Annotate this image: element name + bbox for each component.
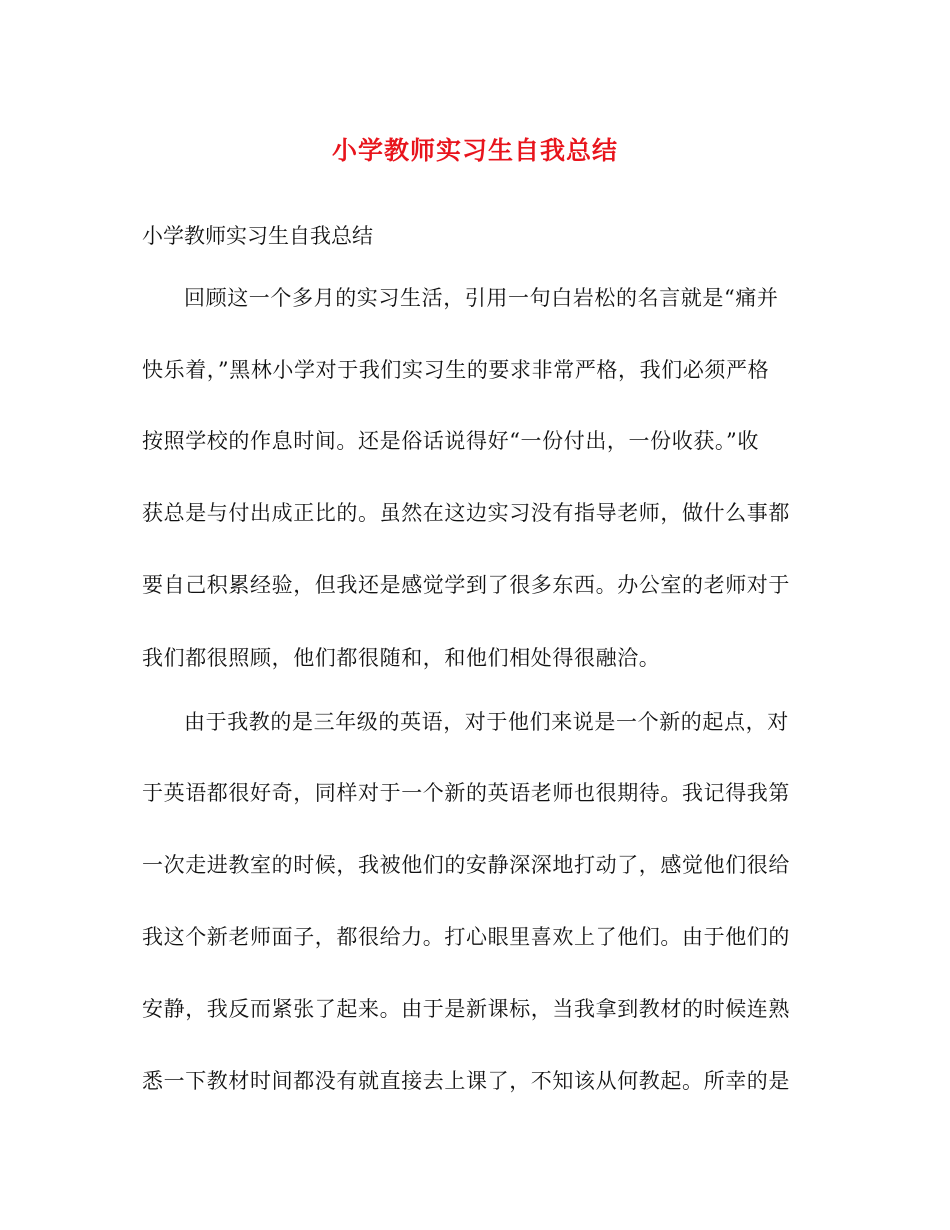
- paragraph-line: 要自己积累经验，但我还是感觉学到了很多东西。办公室的老师对于: [142, 573, 790, 597]
- paragraph-line: 于英语都很好奇，同样对于一个新的英语老师也很期待。我记得我第: [142, 781, 790, 805]
- paragraph-line: 快乐着，”黑林小学对于我们实习生的要求非常严格，我们必须严格: [142, 358, 770, 382]
- paragraph-line: 由于我教的是三年级的英语，对于他们来说是一个新的起点，对: [184, 710, 789, 734]
- paragraph-line: 我这个新老师面子，都很给力。打心眼里喜欢上了他们。由于他们的: [142, 925, 790, 949]
- paragraph-line: 我们都很照顾，他们都很随和，和他们相处得很融洽。: [142, 646, 661, 670]
- paragraph-line: 一次走进教室的时候，我被他们的安静深深地打动了，感觉他们很给: [142, 853, 790, 877]
- paragraph-line: 安静，我反而紧张了起来。由于是新课标，当我拿到教材的时候连熟: [142, 997, 790, 1021]
- paragraph-line: 获总是与付出成正比的。虽然在这边实习没有指导老师，做什么事都: [142, 501, 790, 525]
- document-title: 小学教师实习生自我总结: [331, 136, 618, 165]
- paragraph-line: 按照学校的作息时间。还是俗话说得好“一份付出，一份收获。”收: [142, 429, 759, 453]
- paragraph-line: 悉一下教材时间都没有就直接去上课了，不知该从何教起。所幸的是: [142, 1069, 790, 1093]
- paragraph-line: 回顾这一个多月的实习生活，引用一句白岩松的名言就是“痛并: [184, 286, 779, 310]
- document-subtitle: 小学教师实习生自我总结: [142, 224, 373, 248]
